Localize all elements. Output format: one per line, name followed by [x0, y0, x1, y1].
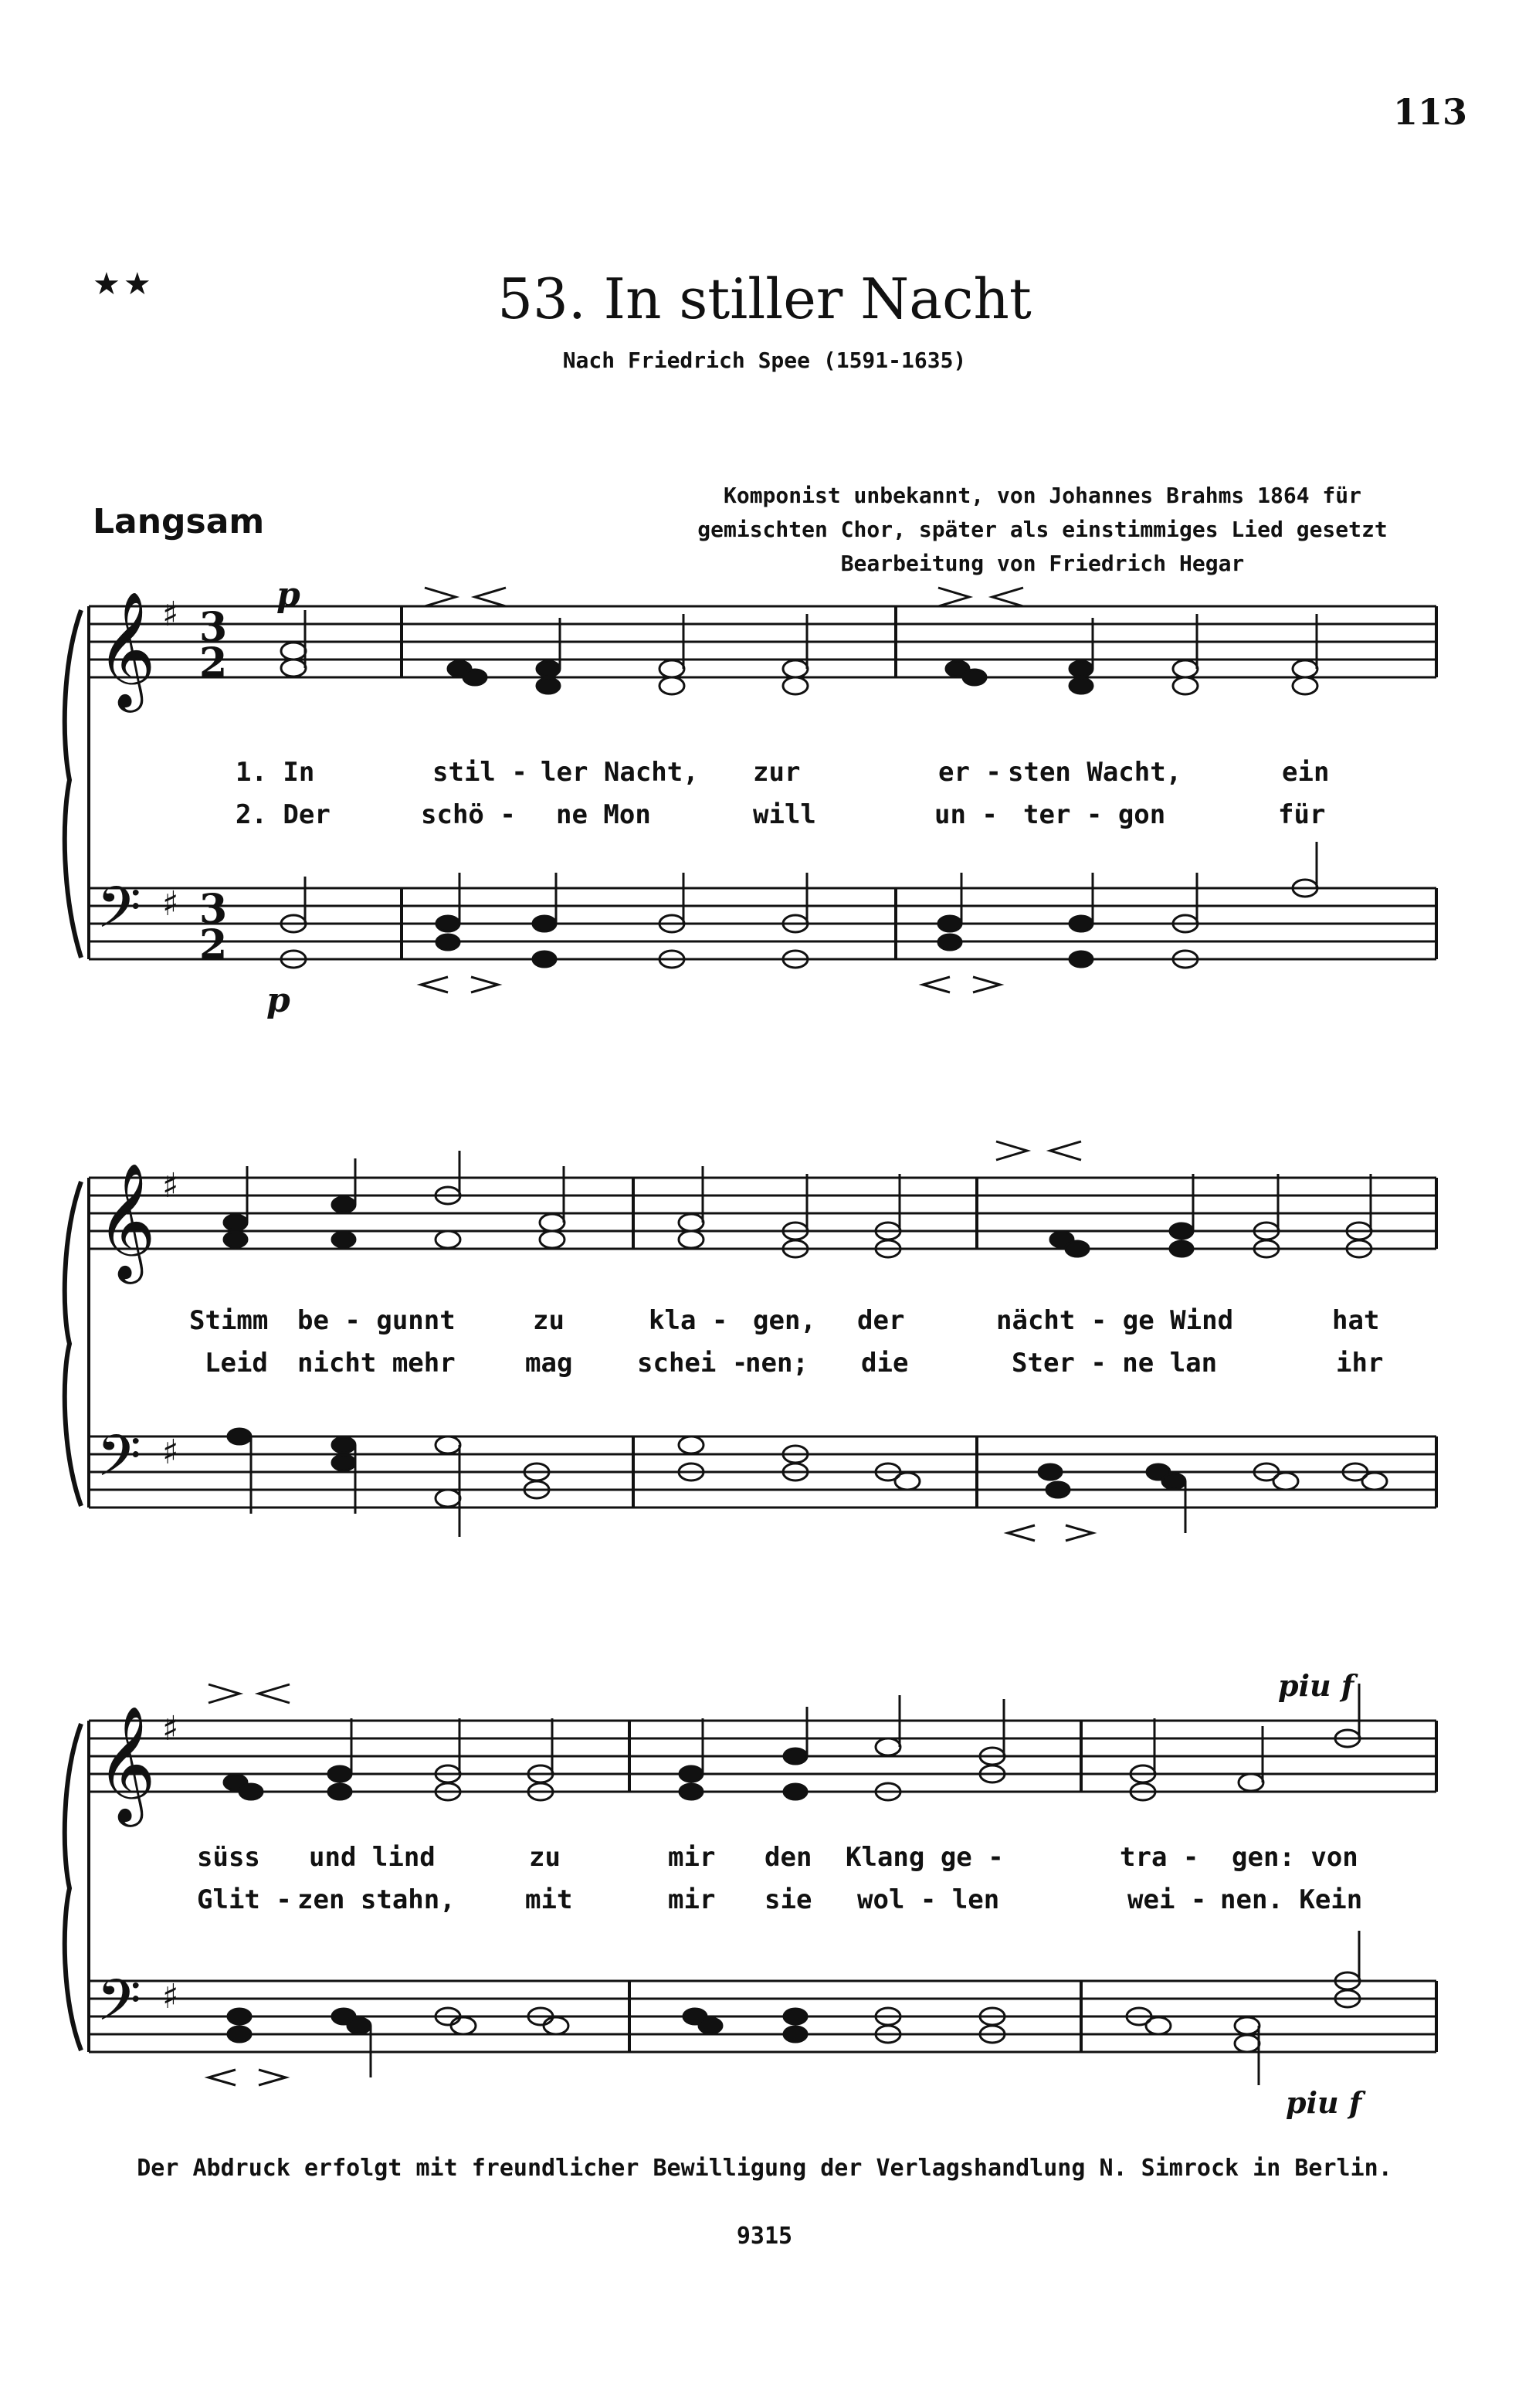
treble-clef-icon: 𝄞: [97, 1704, 156, 1822]
clefs: [97, 590, 156, 2048]
lyric-word: nen;: [745, 1348, 809, 1379]
lyric-word: hat: [1332, 1305, 1380, 1336]
lyric-word: stil -: [432, 757, 527, 788]
lyric-word: süss: [197, 1842, 260, 1873]
treble-clef-icon: 𝄞: [97, 1162, 156, 1279]
lyric-word: mag: [525, 1348, 573, 1379]
treble-clef-icon: 𝄞: [97, 590, 156, 707]
lyric-word: Glit -: [197, 1884, 292, 1915]
system-2-notes: [224, 1151, 1387, 1537]
lyric-word: zu: [533, 1305, 564, 1336]
plate-number: 9315: [736, 2223, 793, 2250]
lyric-word: Leid: [205, 1348, 268, 1379]
lyric-word: ne Mon: [556, 799, 651, 830]
lyric-word: mir: [668, 1842, 716, 1873]
lyric-word: nen. Kein: [1220, 1884, 1363, 1915]
sharp-icon: ♯: [162, 1709, 179, 1748]
lyric-word: und lind: [309, 1842, 436, 1873]
lyric-word: ihr: [1336, 1348, 1384, 1379]
lyric-word: die: [861, 1348, 909, 1379]
lyric-word: Ster - ne lan: [1012, 1348, 1218, 1379]
difficulty-mark: ★★: [93, 266, 154, 302]
song-title: 53. In stiller Nacht: [497, 266, 1032, 331]
sharp-icon: ♯: [162, 1166, 179, 1206]
lyric-word: wol - len: [857, 1884, 1000, 1915]
sharp-icon: ♯: [162, 884, 179, 924]
bass-clef-icon: 𝄢: [97, 874, 141, 955]
lyric-word: der: [857, 1305, 905, 1336]
sharp-icon: ♯: [162, 1977, 179, 2016]
lyric-word: er -: [938, 757, 1002, 788]
lyric-word: ter - gon: [1023, 799, 1166, 830]
lyric-word: be - gunnt: [297, 1305, 456, 1336]
lyric-word: schö -: [421, 799, 516, 830]
copyright-note: Der Abdruck erfolgt mit freundlicher Bewilligung der Verlagshandlung N. Simrock in Berlin.: [137, 2155, 1392, 2182]
lyric-word: für: [1278, 799, 1326, 830]
svg-text:3: 3: [199, 886, 228, 933]
lyric-word: den: [764, 1842, 812, 1873]
lyric-word: nicht mehr: [297, 1348, 456, 1379]
lyric-word: zu: [529, 1842, 561, 1873]
staff-treble-2: [89, 1178, 1436, 1249]
lyric-word: sie: [764, 1884, 812, 1915]
lyric-word: 2. Der: [236, 799, 331, 830]
sharp-icon: ♯: [162, 595, 179, 634]
staff-bass-1: [89, 888, 1436, 959]
tempo-marking: Langsam: [93, 502, 265, 541]
lyric-word: zur: [753, 757, 801, 788]
lyric-word: Klang ge -: [846, 1842, 1004, 1873]
lyric-word: mit: [525, 1884, 573, 1915]
lyric-word: tra -: [1120, 1842, 1199, 1873]
credit-line: gemischten Chor, später als einstimmiges Lied gesetzt: [697, 517, 1388, 542]
dynamic-piu-forte: piu f: [1278, 1668, 1354, 1703]
lyric-word: Stimm: [189, 1305, 269, 1336]
svg-text:3: 3: [199, 604, 228, 651]
lyric-word: wei -: [1127, 1884, 1207, 1915]
staff-treble-3: [89, 1721, 1436, 1792]
lyric-word: will: [753, 799, 816, 830]
lyric-word: ler Nacht,: [541, 757, 699, 788]
lyric-word: sten Wacht,: [1008, 757, 1182, 788]
bass-clef-icon: 𝄢: [97, 1423, 141, 1504]
lyric-word: kla -: [649, 1305, 728, 1336]
system-braces: [65, 610, 81, 2050]
lyric-word: nächt - ge Wind: [996, 1305, 1234, 1336]
lyric-word: gen: von: [1232, 1842, 1358, 1873]
lyric-word: 1. In: [236, 757, 315, 788]
lyric-word: un -: [934, 799, 998, 830]
dynamic-piu-forte: piu f: [1286, 2085, 1362, 2120]
sharp-icon: ♯: [162, 1433, 179, 1472]
system-1-notes: [281, 610, 1317, 968]
key-signatures: [162, 595, 178, 2016]
bass-clef-icon: 𝄢: [97, 1967, 141, 2048]
lyric-word: ein: [1282, 757, 1330, 788]
dynamic-piano: p: [276, 575, 300, 615]
credit-line: Bearbeitung von Friedrich Hegar: [840, 551, 1245, 576]
svg-text:2: 2: [199, 639, 228, 687]
lyric-word: zen stahn,: [297, 1884, 456, 1915]
svg-text:2: 2: [199, 921, 228, 968]
staff-bass-2: [89, 1436, 1436, 1508]
credit-line: Komponist unbekannt, von Johannes Brahms 1864 für: [723, 483, 1361, 508]
lyric-word: schei -: [637, 1348, 748, 1379]
time-signatures: [199, 604, 227, 968]
lyric-word: mir: [668, 1884, 716, 1915]
song-subtitle: Nach Friedrich Spee (1591-1635): [562, 348, 967, 373]
dynamic-piano: p: [266, 981, 290, 1020]
lyric-word: gen,: [753, 1305, 816, 1336]
page-number: 113: [1392, 91, 1467, 133]
